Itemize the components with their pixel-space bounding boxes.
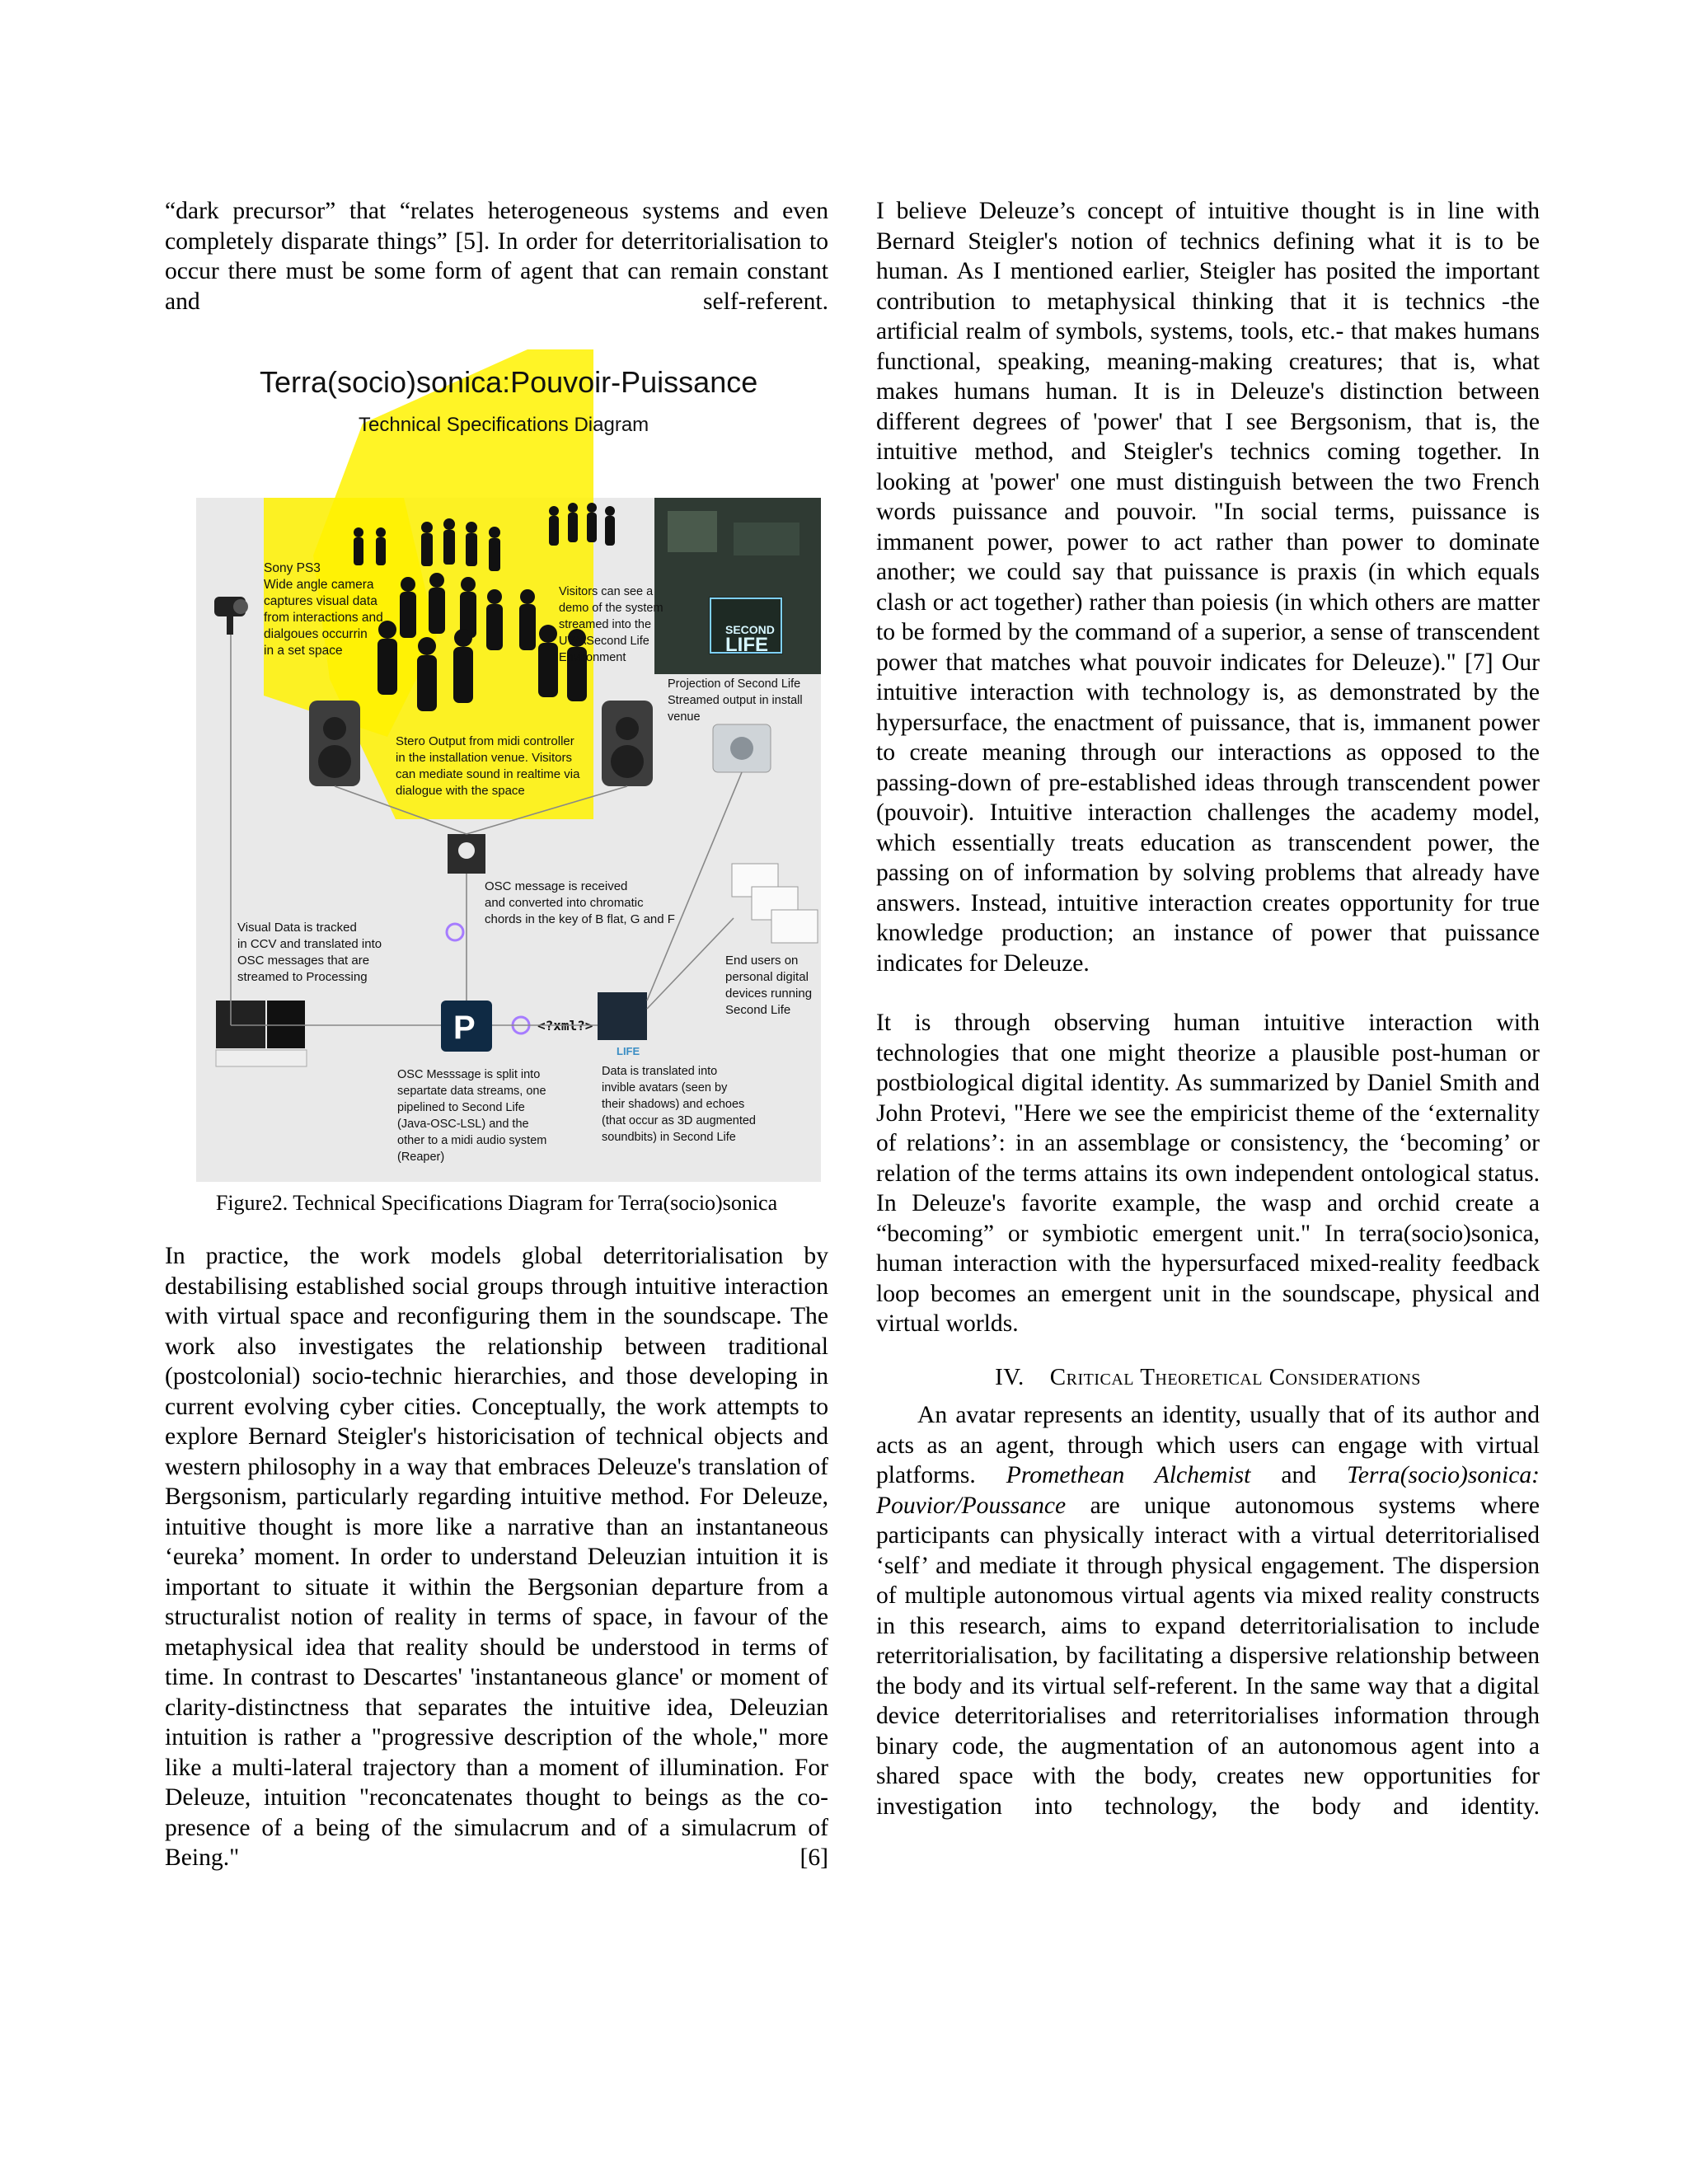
osc-split-label: OSC Messsage is split into separtate data streams, one pipelined to Second Life (Java-OSC-LSL) and the other to a midi audio system (Reaper) [397,1068,547,1164]
right-paragraph-2: It is through observing human intuitive interaction with technologies that one might theorize a plausible post-human or postbiological digital identity. As summarized by Daniel Smith and John Protevi, "Here we see the empiricist theme of the ‘externality of relations’: in an assemblage or consistency, the ‘becoming’ or relation of the terms attains its own independent ontological status. In Deleuze's favorite example, the wasp and orchid create a “becoming” or symbiotic emergent unit." In terra(socio)sonica, human interaction with the hypersurfaced mixed-reality feedback loop becomes an emergent unit in the soundscape, physical and virtual worlds. [876,1010,1540,1337]
midi-controller-icon [448,834,485,874]
speaker-right-icon [602,701,653,786]
screenshot-second-label: SECOND [725,623,775,636]
work-title-terra: Terra(socio)sonica: Pouvior/Poussance [876,1462,1540,1519]
left-paragraph-1: “dark precursor” that “relates heterogeneous systems and even completely disparate things” [5]. In order for deterritorialisation to occur there must be some form of agent that can remain constant and self-referent. [165,198,828,315]
right-paragraph-1: I believe Deleuze’s concept of intuitive thought is in line with Bernard Steigler's notion of technics defining what it is to be human. As I mentioned earlier, Steigler has posited the important contribution to metaphysical thinking that it is technics -the artificial realm of symbols, systems, tools, etc.- that makes humans functional, speaking, meaning-making creatures; that is, what makes humans human. It is in Deleuze's distinction between different degrees of 'power' that I see Bergsonism, that is, the intuitive method, and Steigler's technics coming together. In looking at 'power' one must distinguish between the two French words puissance and pouvoir. "In social terms, puissance is immanent power, power to act rather than power to dominate another; we could say that puissance is praxis (in which equals clash or act together) rather than poiesis (in which others are matter to be formed by the command of a superior, a sense of transcendent power that matches what pouvoir indicates for Deleuze)." [7] Our intuitive interaction with technology is, as demonstrated by the hypersurface, the enactment of puissance, that is, immanent power to create meaning through our interactions as opposed to the passing-down of pre-established ideas through transcendent power (pouvoir). Intuitive interaction challenges the academy model, which essentially treats education as transcendent power, the passing on of information by solving problems that already have answers. Instead, intuitive interaction creates opportunity for true knowledge production; an instance of power that puissance indicates for Deleuze. [876,198,1540,977]
left-column [165,196,828,1873]
speaker-left-icon [309,701,360,786]
osc-received-label: OSC message is received and converted into chromatic chords in the key of B flat, G and F [485,879,675,926]
camera-label: Sony PS3 Wide angle camera captures visual data from interactions and dialgoues occurrin in a set space [264,561,383,658]
screenshot-life-logo: LIFE [725,634,768,656]
second-life-logo: LIFE [617,1045,640,1057]
section-heading [876,1362,1540,1393]
technical-diagram [165,349,828,1187]
left-paragraph-2: In practice, the work models global deterritorialisation by destabilising established social groups through intuitive interaction with virtual space and reconfiguring them in the soundscape. The work also investigates the relationship between traditional (postcolonial) socio-technic hierarchies, and those developing in current evolving cyber cities. Conceptually, the work attempts to explore Bernard Steigler's historicisation of technical objects and western philosophy in a way that embraces Deleuze's translation of Bergsonism, particularly regarding intuitive method. For Deleuze, intuitive thought is more like a narrative than an instantaneous ‘eureka’ moment. In order to understand Deleuzian intuition it is important to situate it within the Bergsonian departure from a structuralist notion of reality in terms of space, in favour of the metaphysical idea that reality should be understood in terms of time. In contrast to Descartes' 'instantaneous glance' or moment of clarity-distinctness that separates the intuitive idea, Deleuzian intuition is rather a "progressive description of the whole," more like a multi-lateral trajectory than a moment of illumination. For Deleuze, intuition "reconcatenates thought to beings as the co-presence of a being of the simulacrum and of a simulacrum of Being." [6] [165,1243,828,1871]
end-users-label: End users on personal digital devices running Second Life [725,954,813,1017]
figure-caption: Figure2. Technical Specifications Diagram for Terra(socio)sonica [215,1191,778,1215]
stereo-label: Stero Output from midi controller in the installation venue. Visitors can mediate sound in realtime via dialogue with the space [396,734,580,798]
visual-data-label: Visual Data is tracked in CCV and translated into OSC messages that are streamed to Processing [237,921,382,984]
right-paragraph-3: An avatar represents an identity, usually that of its author and acts as an agent, through which users can engage with virtual platforms. Promethean Alchemist and Terra(socio)sonica: Pouvior/Poussance are unique autonomous systems where participants can physically interact with a virtual deterritorialised ‘self’ and mediate it through physical engagement. The dispersion of multiple autonomous virtual agents via mixed reality constructs in this research, aims to expand deterritorialisation to include reterritorialisation, by facilitating a dispersive relationship between the body and its virtual self-referent. In the same way that a digital device deterritorialises and reterritorialises information through binary code, the augmentation of an autonomous agent into a shared space with the body, creates new opportunities for investigation into technology, the body and identity. [876,1402,1540,1820]
diagram-subtitle: Technical Specifications Diagram [359,414,649,436]
right-column [876,196,1540,1821]
projector-icon [713,724,771,772]
data-translated-label: Data is translated into invible avatars (seen by their shadows) and echoes (that occur as 3D augmented soundbits) in Second Life [602,1065,756,1144]
technical-diagram-figure [165,349,828,1187]
diagram-title: Terra(socio)sonica:Pouvoir-Puissance [260,365,758,399]
projection-label: Projection of Second Life Streamed output in install venue [668,677,803,724]
ccv-tracking-screens [216,1001,307,1066]
svg-text:P: P [453,1010,476,1046]
section-number: IV. [995,1363,1025,1390]
xml-label: <?xml?> [537,1018,593,1033]
visitors-label: Visitors can see a demo of the system streamed into the UWASecond Life Environment [559,585,663,664]
processing-logo [441,1001,492,1052]
work-title-promethean: Promethean Alchemist [1006,1462,1251,1488]
section-title: Critical Theoretical Considerations [1049,1363,1421,1390]
second-life-thumbnail [598,992,647,1040]
